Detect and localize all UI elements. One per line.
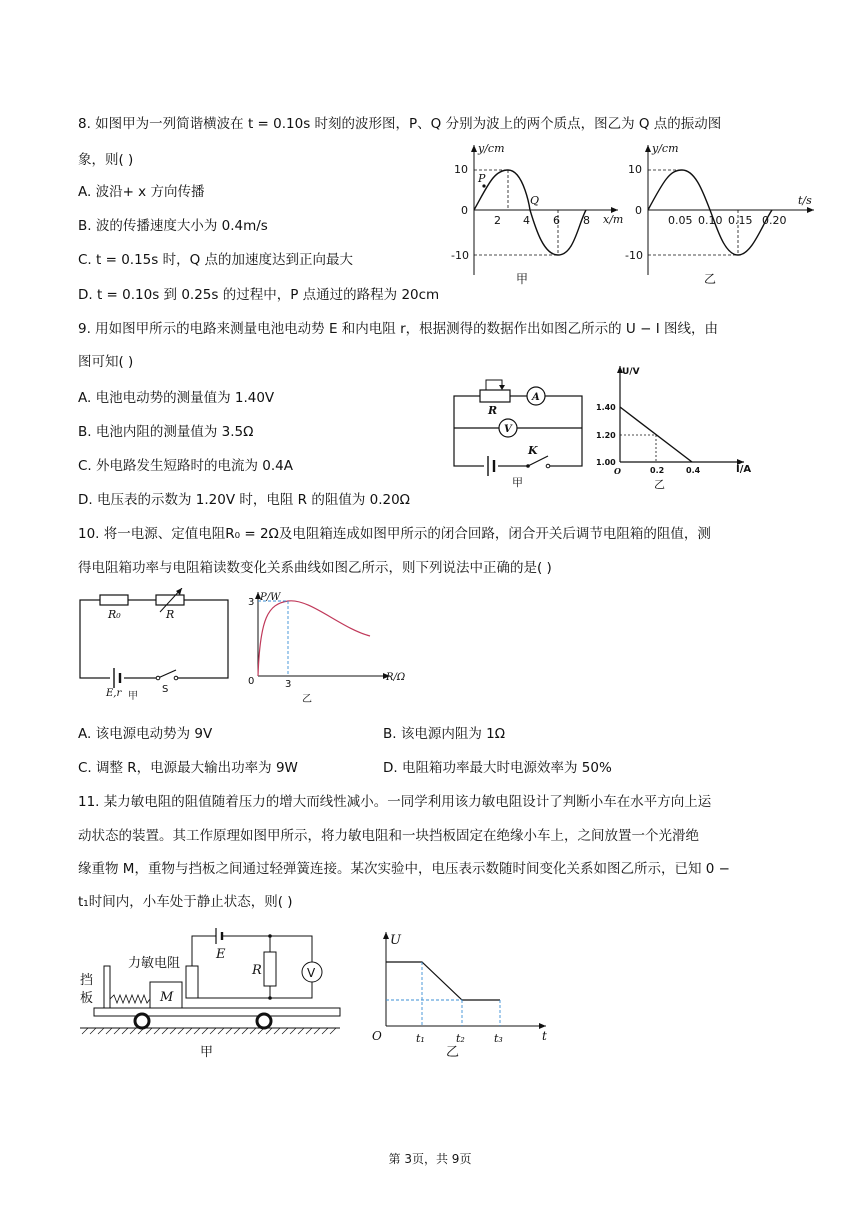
q9-stem-line1: 9. 用如图甲所示的电路来测量电池电动势 E 和内电阻 r，根据测得的数据作出如图乙所示的 U − I 图线，由	[78, 321, 718, 337]
svg-text:t/s: t/s	[798, 194, 812, 207]
svg-text:乙: 乙	[704, 272, 717, 286]
svg-text:O: O	[614, 466, 621, 476]
svg-text:M: M	[160, 990, 174, 1005]
q8-option-c: C. t = 0.15s 时，Q 点的加速度达到正向最大	[78, 252, 353, 268]
q10-option-a: A. 该电源电动势为 9V	[78, 726, 213, 742]
q9-circuit-figure	[444, 368, 594, 490]
q10-option-c: C. 调整 R，电源最大输出功率为 9W	[78, 760, 298, 776]
q10-stem-line1: 10. 将一电源、定值电阻R₀ = 2Ω及电阻箱连成如图甲所示的闭合回路，闭合开关后调节电阻箱的阻值，测	[78, 526, 711, 542]
q9-option-c: C. 外电路发生短路时的电流为 0.4A	[78, 458, 294, 474]
resistor-r	[264, 952, 276, 986]
svg-text:0: 0	[461, 204, 468, 217]
rheostat	[480, 390, 510, 402]
q8-option-b: B. 波的传播速度大小为 0.4m/s	[78, 218, 268, 234]
svg-text:10: 10	[454, 163, 468, 176]
svg-text:y/cm: y/cm	[652, 142, 679, 155]
q11-stem-line4: t₁时间内，小车处于静止状态，则( )	[78, 894, 293, 910]
svg-text:A: A	[532, 392, 540, 403]
x-label: x/m	[603, 213, 624, 226]
svg-text:V: V	[307, 966, 316, 980]
q9-option-a: A. 电池电动势的测量值为 1.40V	[78, 390, 275, 406]
wheel-icon	[135, 1014, 149, 1028]
svg-text:0: 0	[635, 204, 642, 217]
svg-text:8: 8	[583, 214, 590, 227]
point-p-label: P	[478, 172, 486, 185]
svg-text:4: 4	[523, 214, 530, 227]
resistance-box	[156, 595, 184, 605]
wave-curve	[474, 170, 586, 255]
svg-text:1.40: 1.40	[596, 403, 616, 412]
q10-option-d: D. 电阻箱功率最大时电源效率为 50%	[383, 760, 612, 776]
svg-text:板: 板	[80, 991, 94, 1006]
q10-stem-line2: 得电阻箱功率与电阻箱读数变化关系曲线如图乙所示，则下列说法中正确的是( )	[78, 560, 552, 576]
svg-text:R: R	[252, 963, 262, 978]
svg-text:R/Ω: R/Ω	[386, 672, 406, 683]
q8-vibration-figure	[624, 140, 824, 290]
svg-text:0: 0	[248, 676, 255, 687]
svg-text:甲: 甲	[200, 1045, 214, 1060]
svg-text:乙: 乙	[302, 694, 312, 705]
svg-text:0.20: 0.20	[762, 214, 787, 227]
figure-caption: 甲	[516, 272, 529, 286]
svg-text:E: E	[216, 947, 226, 962]
svg-text:6: 6	[553, 214, 560, 227]
svg-text:1.00: 1.00	[596, 458, 616, 467]
q8-stem-line1: 8. 如图甲为一列简谐横波在 t = 0.10s 时刻的波形图，P、Q 分别为波上的两个质点，图乙为 Q 点的振动图	[78, 116, 722, 132]
q10-power-graph	[240, 588, 412, 708]
svg-text:乙: 乙	[654, 478, 665, 491]
q8-option-d: D. t = 0.10s 到 0.25s 的过程中，P 点通过的路程为 20cm	[78, 287, 440, 303]
svg-text:t₂: t₂	[456, 1032, 465, 1045]
svg-text:1.20: 1.20	[596, 431, 616, 440]
svg-text:O: O	[372, 1029, 382, 1043]
svg-text:3: 3	[285, 679, 292, 690]
q9-option-d: D. 电压表的示数为 1.20V 时，电阻 R 的阻值为 0.20Ω	[78, 492, 410, 508]
point-q-label: Q	[530, 194, 540, 207]
q8-wave-figure	[448, 140, 628, 290]
spring	[110, 995, 150, 1003]
page-footer: 第 3页，共 9页	[388, 1152, 472, 1166]
svg-text:力敏电阻: 力敏电阻	[128, 956, 181, 971]
svg-text:甲: 甲	[512, 476, 523, 489]
svg-text:t₃: t₃	[494, 1032, 503, 1045]
svg-text:K: K	[528, 444, 538, 457]
svg-text:R: R	[488, 404, 498, 417]
q9-stem-line2: 图可知( )	[78, 354, 134, 370]
q10-option-b: B. 该电源内阻为 1Ω	[383, 726, 506, 742]
svg-text:U: U	[390, 933, 401, 948]
svg-text:S: S	[162, 684, 169, 695]
svg-text:甲: 甲	[128, 691, 138, 700]
svg-text:t: t	[542, 1029, 547, 1043]
q11-apparatus-figure	[76, 922, 346, 1062]
q8-stem-line2: 象，则( )	[78, 152, 134, 168]
svg-text:-10: -10	[625, 249, 643, 262]
wheel-icon	[257, 1014, 271, 1028]
force-sensitive-resistor	[186, 966, 198, 998]
cart-body	[94, 1008, 340, 1016]
voltage-curve	[386, 962, 500, 1000]
q9-option-b: B. 电池内阻的测量值为 3.5Ω	[78, 424, 254, 440]
q11-stem-line3: 缘重物 M，重物与挡板之间通过轻弹簧连接。某次实验中，电压表示数随时间变化关系如图乙所示，已知 0 −	[78, 861, 730, 877]
q9-ui-graph	[594, 362, 764, 492]
svg-text:0.2: 0.2	[650, 466, 665, 475]
svg-text:P/W: P/W	[260, 592, 281, 603]
fixed-resistor	[100, 595, 128, 605]
svg-text:乙: 乙	[446, 1045, 460, 1058]
svg-text:t₁: t₁	[416, 1032, 425, 1045]
svg-text:I/A: I/A	[736, 464, 752, 475]
svg-text:-10: -10	[451, 249, 469, 262]
baffle	[104, 966, 110, 1008]
svg-text:U/V: U/V	[622, 367, 640, 377]
q11-stem-line2: 动状态的装置。其工作原理如图甲所示，将力敏电阻和一块挡板固定在绝缘小车上，之间放置一个光滑绝	[78, 828, 699, 844]
power-curve	[258, 601, 370, 676]
svg-text:挡: 挡	[80, 973, 94, 988]
ui-line	[620, 407, 692, 462]
svg-text:0.10: 0.10	[698, 214, 723, 227]
svg-text:10: 10	[628, 163, 642, 176]
svg-text:R₀: R₀	[108, 608, 121, 621]
svg-text:E,r: E,r	[106, 688, 122, 699]
vibration-curve	[648, 170, 772, 255]
svg-text:0.15: 0.15	[728, 214, 753, 227]
q10-circuit-figure	[76, 588, 236, 700]
q8-option-a: A. 波沿+ x 方向传播	[78, 184, 205, 200]
y-label: y/cm	[478, 142, 505, 155]
svg-text:0.05: 0.05	[668, 214, 693, 227]
svg-text:R: R	[166, 608, 175, 621]
svg-text:2: 2	[494, 214, 501, 227]
svg-text:3: 3	[248, 597, 255, 608]
q11-stem-line1: 11. 某力敏电阻的阻值随着压力的增大而线性减小。一同学利用该力敏电阻设计了判断小车在水平方向上运	[78, 794, 712, 810]
svg-text:V: V	[504, 424, 512, 435]
q11-ut-graph	[370, 928, 556, 1058]
svg-text:0.4: 0.4	[686, 466, 701, 475]
